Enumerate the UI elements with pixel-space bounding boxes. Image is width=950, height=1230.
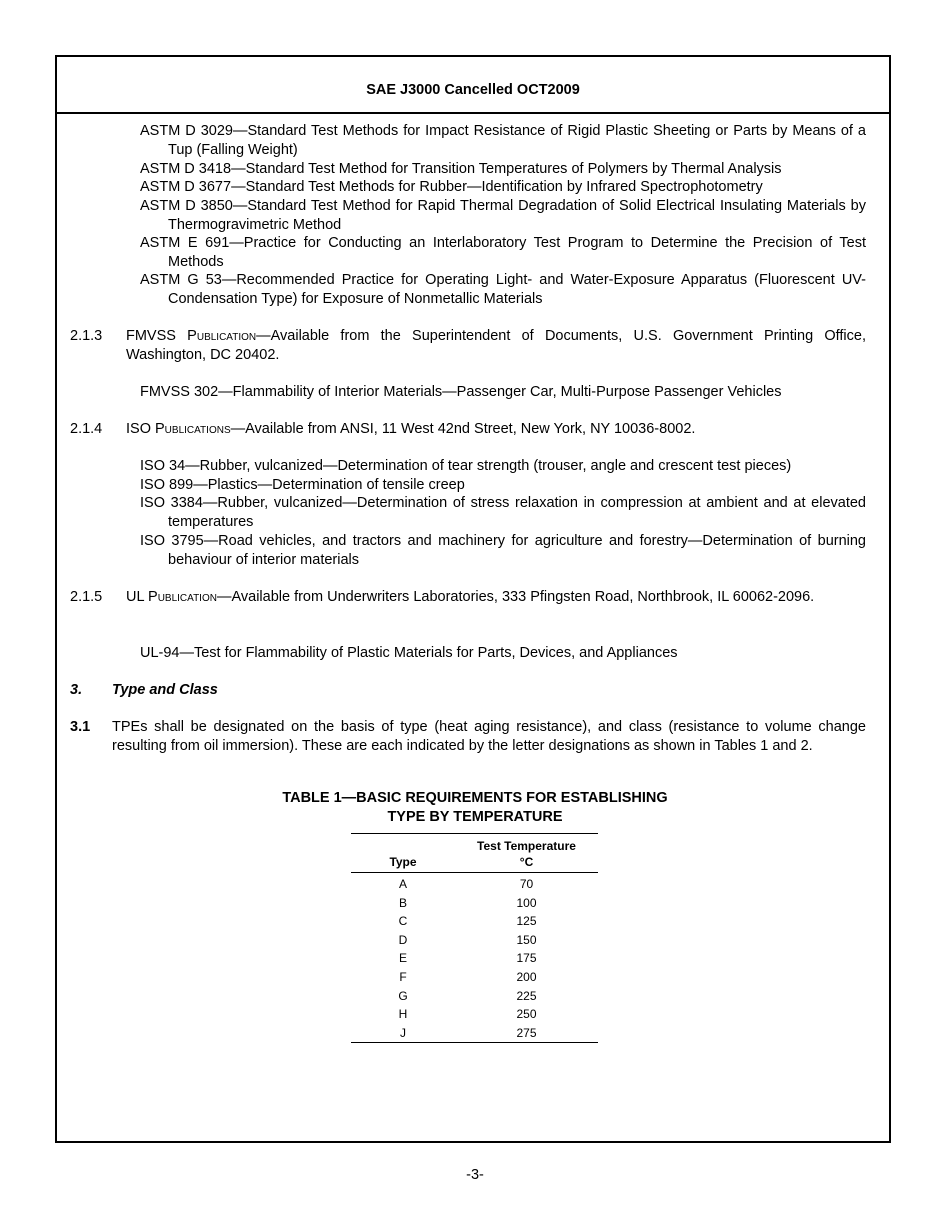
- section-3-1-number: 3.1: [70, 719, 91, 735]
- astm-g53-ref: ASTM G 53—Recommended Practice for Operating Light- and Water-Exposure Apparatus (Fluorescent UV-Condensation Type) for Exposure of Nonmetallic Materials: [140, 272, 866, 307]
- table-1-title-line1: TABLE 1—BASIC REQUIREMENTS FOR ESTABLISHING: [282, 790, 668, 806]
- temperature-cell: 275: [455, 1024, 598, 1043]
- table-row: [351, 931, 598, 950]
- temperature-cell: 150: [516, 932, 537, 947]
- col-header-temperature: Test Temperature °C: [477, 839, 576, 869]
- table-1-header-row: [351, 834, 598, 873]
- temperature-cell: 200: [516, 969, 537, 984]
- table-row: [351, 1024, 598, 1043]
- section-2-1-3-heading: FMVSS Publication: [126, 328, 257, 344]
- type-cell: H: [398, 1007, 408, 1022]
- header-title: SAE J3000 Cancelled OCT2009: [366, 81, 580, 98]
- type-cell: J: [351, 1024, 455, 1043]
- section-2-1-3-text: [126, 327, 866, 364]
- table-1-body: [351, 873, 598, 1043]
- iso-34-ref: ISO 34—Rubber, vulcanized—Determination of tear strength (trouser, angle and crescent test pieces): [140, 458, 792, 474]
- section-2-1-4-number: 2.1.4: [70, 421, 103, 437]
- section-2-1-3-body: —Available from the Superintendent of Documents, U.S. Government Printing Office, Washington, DC 20402.: [126, 328, 866, 363]
- section-3-number: 3.: [70, 682, 83, 698]
- section-3-1-text: TPEs shall be designated on the basis of type (heat aging resistance), and class (resistance to volume change resulting from oil immersion). These are each indicated by the letter designations as shown in Tables 1 and 2.: [112, 719, 866, 754]
- section-2-1-5-body: —Available from Underwriters Laboratories, 333 Pfingsten Road, Northbrook, IL 60062-2096.: [216, 589, 815, 605]
- section-2-1-5-text: [126, 588, 866, 607]
- temperature-cell: 70: [519, 877, 534, 891]
- type-cell: A: [398, 877, 407, 891]
- page-number: -3-: [466, 1167, 484, 1183]
- table-row: [351, 968, 598, 987]
- temperature-cell: 250: [516, 1007, 537, 1022]
- table-row: [351, 912, 598, 931]
- section-2-1-4-heading: ISO Publications: [126, 421, 231, 437]
- section-2-1-4-text: [126, 420, 866, 439]
- type-cell: G: [398, 988, 408, 1003]
- table-1-title-line2: TYPE BY TEMPERATURE: [387, 809, 563, 825]
- table-row: [351, 949, 598, 968]
- ul-94-ref: UL-94—Test for Flammability of Plastic Materials for Parts, Devices, and Appliances: [140, 645, 678, 661]
- astm-d3418-ref: ASTM D 3418—Standard Test Method for Transition Temperatures of Polymers by Thermal Analysis: [140, 161, 782, 177]
- iso-3795-ref: ISO 3795—Road vehicles, and tractors and machinery for agriculture and forestry—Determination of burning behaviour of interior materials: [140, 533, 866, 568]
- type-cell: B: [398, 895, 407, 910]
- temperature-cell: 225: [516, 988, 537, 1003]
- table-1: [351, 833, 598, 1043]
- temperature-cell: 100: [516, 895, 537, 910]
- iso-899-ref: ISO 899—Plastics—Determination of tensile creep: [140, 477, 465, 493]
- type-cell: C: [398, 914, 408, 929]
- section-2-1-5-heading: UL Publication: [126, 589, 217, 605]
- section-3-title: Type and Class: [112, 682, 218, 698]
- col-header-type: Type: [389, 855, 417, 869]
- fmvss-302-ref: FMVSS 302—Flammability of Interior Materials—Passenger Car, Multi-Purpose Passenger Vehicles: [140, 384, 782, 400]
- table-row: [351, 987, 598, 1006]
- table-row: [351, 1005, 598, 1024]
- page-header: [57, 57, 889, 114]
- astm-e691-ref: ASTM E 691—Practice for Conducting an Interlaboratory Test Program to Determine the Precision of Test Methods: [140, 235, 866, 270]
- astm-d3677-ref: ASTM D 3677—Standard Test Methods for Rubber—Identification by Infrared Spectrophotometry: [140, 179, 763, 195]
- table-row: [351, 894, 598, 913]
- astm-d3850-ref: ASTM D 3850—Standard Test Method for Rapid Thermal Degradation of Solid Electrical Insulating Materials by Thermogravimetric Method: [140, 198, 866, 233]
- temperature-cell: 125: [516, 914, 537, 929]
- iso-3384-ref: ISO 3384—Rubber, vulcanized—Determination of stress relaxation in compression at ambient and at elevated temperatures: [140, 495, 866, 530]
- type-cell: D: [398, 932, 408, 947]
- temperature-cell: 175: [516, 951, 537, 966]
- section-2-1-5-number: 2.1.5: [70, 589, 103, 605]
- section-2-1-4-body: —Available from ANSI, 11 West 42nd Street, New York, NY 10036-8002.: [230, 421, 696, 437]
- type-cell: F: [399, 969, 407, 984]
- type-cell: E: [398, 951, 407, 966]
- section-2-1-3-number: 2.1.3: [70, 328, 103, 344]
- table-row: [351, 873, 598, 894]
- astm-d3029-ref: ASTM D 3029—Standard Test Methods for Impact Resistance of Rigid Plastic Sheeting or Parts by Means of a Tup (Falling Weight): [140, 123, 866, 158]
